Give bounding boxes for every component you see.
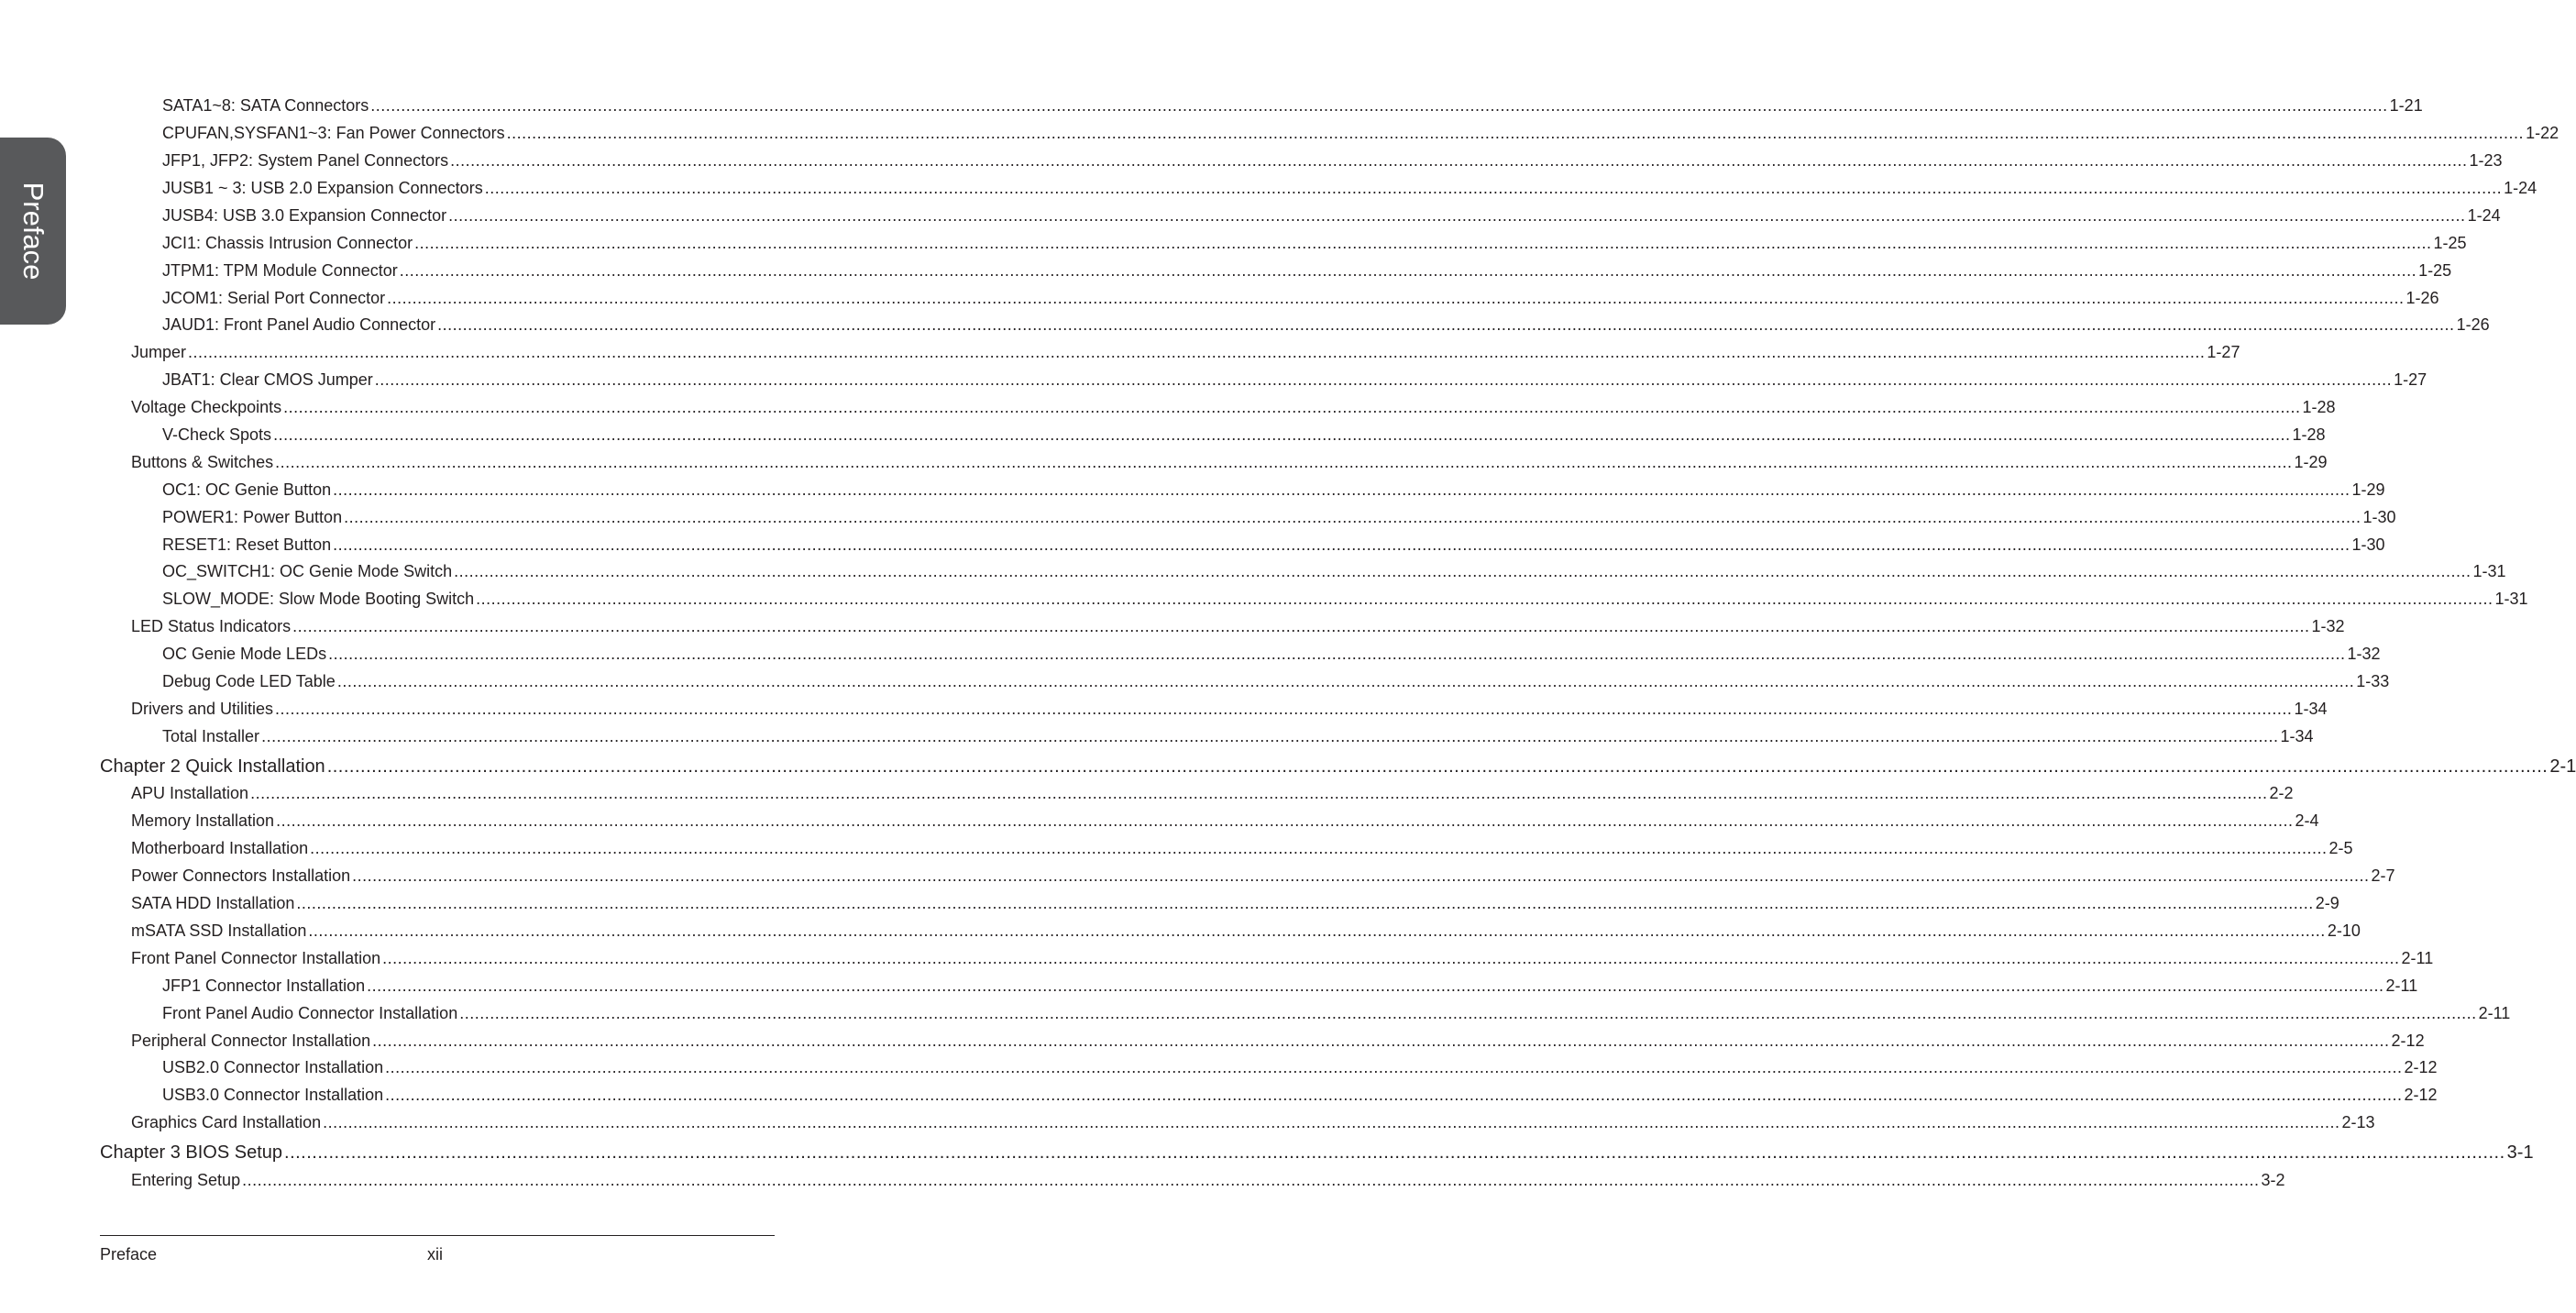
toc-entry-page: 3-2 [2261,1171,2285,1189]
toc-leader-dots: ................................................................................................................................................................................................................................................................................................................................................................................................................ [450,151,2468,170]
toc-entry-title: Memory Installation [131,811,275,830]
toc-entry-page: 1-30 [2351,535,2385,554]
toc-entry-page: 1-25 [2433,234,2467,252]
toc-entry-section [131,948,2434,968]
toc-entry-subsection [162,561,2506,581]
toc-entry-page: 2-11 [2401,949,2434,967]
toc-leader-dots: ................................................................................................................................................................................................................................................................................................................................................................................................................ [506,124,2525,142]
toc-entry-section [131,921,2361,941]
toc-leader-dots: ................................................................................................................................................................................................................................................................................................................................................................................................................ [188,343,2206,361]
toc-leader-dots: ................................................................................................................................................................................................................................................................................................................................................................................................................ [484,179,2503,197]
toc-entry-subsection [162,1057,2438,1077]
toc-entry-title: JCI1: Chassis Intrusion Connector [162,234,413,252]
toc-entry-chapter [100,1141,2534,1164]
toc-entry-section [131,1170,2285,1190]
toc-entry-title: JTPM1: TPM Module Connector [162,261,398,280]
toc-entry-section [131,1031,2425,1051]
toc-entry-title: mSATA SSD Installation [131,921,307,940]
toc-entry-title: APU Installation [131,784,249,802]
toc-leader-dots: ................................................................................................................................................................................................................................................................................................................................................................................................................ [284,1142,2505,1163]
toc-entry-subsection [162,425,2326,445]
toc-entry-subsection [162,976,2418,996]
toc-leader-dots: ................................................................................................................................................................................................................................................................................................................................................................................................................ [308,921,2326,940]
side-tab [0,138,66,325]
toc-entry-title: JUSB4: USB 3.0 Expansion Connector [162,206,447,225]
toc-entry-subsection [162,589,2528,609]
toc-entry-title: SLOW_MODE: Slow Mode Booting Switch [162,590,475,608]
toc-entry-title: Power Connectors Installation [131,866,351,885]
toc-entry-page: 2-12 [2404,1058,2438,1076]
toc-leader-dots: ................................................................................................................................................................................................................................................................................................................................................................................................................ [387,289,2405,307]
toc-entry-subsection [162,178,2537,198]
toc-entry-title: Chapter 2 Quick Installation [100,756,325,777]
toc-entry-title: OC1: OC Genie Button [162,480,332,499]
toc-entry-title: POWER1: Power Button [162,508,343,526]
toc-entry-page: 1-28 [2302,398,2336,416]
toc-entry-title: Chapter 3 BIOS Setup [100,1142,283,1163]
toc-leader-dots: ................................................................................................................................................................................................................................................................................................................................................................................................................ [399,261,2417,280]
toc-leader-dots: ................................................................................................................................................................................................................................................................................................................................................................................................................ [414,234,2432,252]
toc-entry-title: Drivers and Utilities [131,700,274,718]
toc-entry-page: 1-29 [2351,480,2385,499]
toc-entry-title: USB2.0 Connector Installation [162,1058,384,1076]
toc-entry-page: 1-24 [2467,206,2501,225]
toc-leader-dots: ................................................................................................................................................................................................................................................................................................................................................................................................................ [344,508,2361,526]
toc-entry-page: 2-5 [2328,839,2353,857]
toc-leader-dots: ................................................................................................................................................................................................................................................................................................................................................................................................................ [385,1058,2403,1076]
toc-entry-page: 1-33 [2356,672,2390,690]
toc-entry-page: 1-31 [2494,590,2528,608]
toc-entry-subsection [162,260,2452,281]
toc-leader-dots: ................................................................................................................................................................................................................................................................................................................................................................................................................ [374,370,2393,389]
toc-entry-title: Front Panel Connector Installation [131,949,381,967]
toc-entry-title: SATA HDD Installation [131,894,295,912]
toc-leader-dots: ................................................................................................................................................................................................................................................................................................................................................................................................................ [336,672,2355,690]
toc-entry-page: 1-26 [2405,289,2439,307]
toc-entry-page: 2-11 [2385,976,2418,995]
toc-entry-page: 1-34 [2294,700,2328,718]
toc-entry-title: Buttons & Switches [131,453,274,471]
toc-entry-subsection [162,123,2559,143]
toc-entry-title: JCOM1: Serial Port Connector [162,289,386,307]
toc-entry-title: Voltage Checkpoints [131,398,282,416]
toc-entry-title: Motherboard Installation [131,839,309,857]
toc-entry-subsection [162,1085,2438,1105]
toc-entry-subsection [162,535,2385,555]
toc-entry-page: 1-32 [2347,645,2381,663]
toc-entry-title: JUSB1 ~ 3: USB 2.0 Expansion Connectors [162,179,483,197]
toc-leader-dots: ................................................................................................................................................................................................................................................................................................................................................................................................................ [333,480,2350,499]
toc-entry-page: 2-1 [2549,756,2576,777]
toc-leader-dots: ................................................................................................................................................................................................................................................................................................................................................................................................................ [326,756,2548,777]
toc-entry-title: Peripheral Connector Installation [131,1032,371,1050]
toc-entry-page: 1-24 [2504,179,2537,197]
toc-leader-dots: ................................................................................................................................................................................................................................................................................................................................................................................................................ [283,398,2301,416]
toc-leader-dots: ................................................................................................................................................................................................................................................................................................................................................................................................................ [459,1004,2477,1022]
toc-entry-page: 1-22 [2526,124,2559,142]
toc-entry-page: 2-9 [2315,894,2339,912]
toc-leader-dots: ................................................................................................................................................................................................................................................................................................................................................................................................................ [242,1171,2260,1189]
toc-entry-subsection [162,233,2467,253]
toc-entry-title: Front Panel Audio Connector Installation [162,1004,458,1022]
toc-leader-dots: ................................................................................................................................................................................................................................................................................................................................................................................................................ [275,453,2293,471]
toc-entry-title: Jumper [131,343,187,361]
toc-entry-page: 2-4 [2295,811,2319,830]
toc-entry-subsection [162,150,2503,171]
toc-leader-dots: ................................................................................................................................................................................................................................................................................................................................................................................................................ [454,562,2471,580]
toc-leader-dots: ................................................................................................................................................................................................................................................................................................................................................................................................................ [476,590,2493,608]
toc-entry-subsection [162,95,2423,116]
toc-entry-subsection [162,480,2385,500]
toc-leader-dots: ................................................................................................................................................................................................................................................................................................................................................................................................................ [333,535,2350,554]
toc-entry-subsection [162,1003,2511,1023]
toc-entry-page: 1-28 [2292,425,2326,444]
toc-entry-subsection [162,726,2314,746]
toc-entry-page: 1-27 [2207,343,2240,361]
toc-entry-title: JFP1, JFP2: System Panel Connectors [162,151,449,170]
toc-leader-dots: ................................................................................................................................................................................................................................................................................................................................................................................................................ [437,315,2455,334]
toc-entry-section [131,838,2353,858]
toc-entry-page: 1-23 [2469,151,2503,170]
toc-entry-title: USB3.0 Connector Installation [162,1086,384,1104]
toc-entry-section [131,699,2328,719]
toc-entry-section [131,397,2336,417]
toc-leader-dots: ................................................................................................................................................................................................................................................................................................................................................................................................................ [273,425,2291,444]
toc-entry-subsection [162,205,2501,226]
toc-leader-dots: ................................................................................................................................................................................................................................................................................................................................................................................................................ [370,96,2388,115]
toc-entry-page: 1-32 [2311,617,2345,635]
toc-entry-title: Graphics Card Installation [131,1113,322,1131]
toc-entry-section [131,783,2294,803]
toc-leader-dots: ................................................................................................................................................................................................................................................................................................................................................................................................................ [323,1113,2340,1131]
toc-entry-page: 2-10 [2327,921,2361,940]
toc-leader-dots: ................................................................................................................................................................................................................................................................................................................................................................................................................ [261,727,2279,745]
toc-entry-page: 2-12 [2391,1032,2425,1050]
toc-entry-title: OC Genie Mode LEDs [162,645,327,663]
toc-leader-dots: ................................................................................................................................................................................................................................................................................................................................................................................................................ [292,617,2310,635]
toc-leader-dots: ................................................................................................................................................................................................................................................................................................................................................................................................................ [448,206,2466,225]
toc-leader-dots: ................................................................................................................................................................................................................................................................................................................................................................................................................ [250,784,2268,802]
toc-entry-section [131,811,2319,831]
toc-entry-section [131,1112,2375,1132]
toc-entry-subsection [162,288,2439,308]
toc-entry-title: Entering Setup [131,1171,241,1189]
toc-leader-dots: ................................................................................................................................................................................................................................................................................................................................................................................................................ [372,1032,2390,1050]
toc-entry-page: 1-34 [2280,727,2314,745]
toc-entry-subsection [162,644,2381,664]
toc-entry-page: 2-11 [2478,1004,2511,1022]
toc-entry-page: 1-31 [2472,562,2506,580]
toc-leader-dots: ................................................................................................................................................................................................................................................................................................................................................................................................................ [296,894,2314,912]
toc-entry-section [131,616,2345,636]
toc-entry-subsection [162,370,2427,390]
toc-entry-title: RESET1: Reset Button [162,535,332,554]
toc-entry-title: SATA1~8: SATA Connectors [162,96,369,115]
toc-entry-page: 2-7 [2371,866,2395,885]
toc-entry-title: OC_SWITCH1: OC Genie Mode Switch [162,562,453,580]
side-tab-label: Preface [17,182,50,281]
toc-entry-subsection [162,314,2490,335]
toc-leader-dots: ................................................................................................................................................................................................................................................................................................................................................................................................................ [382,949,2400,967]
toc-entry-page: 1-27 [2394,370,2427,389]
toc-entry-page: 1-29 [2294,453,2328,471]
toc-entry-page: 3-1 [2506,1142,2534,1163]
toc-entry-section [131,452,2328,472]
toc-leader-dots: ................................................................................................................................................................................................................................................................................................................................................................................................................ [310,839,2328,857]
toc-entry-page: 2-13 [2341,1113,2375,1131]
toc-leader-dots: ................................................................................................................................................................................................................................................................................................................................................................................................................ [275,700,2293,718]
toc-leader-dots: ................................................................................................................................................................................................................................................................................................................................................................................................................ [385,1086,2403,1104]
toc-entry-chapter [100,755,2576,778]
toc-entry-section [131,893,2339,913]
toc-entry-subsection [162,671,2390,691]
toc-entry-title: V-Check Spots [162,425,272,444]
toc-entry-title: JFP1 Connector Installation [162,976,366,995]
toc-entry-page: 2-12 [2404,1086,2438,1104]
toc-entry-page: 2-2 [2269,784,2294,802]
toc-entry-page: 1-25 [2418,261,2452,280]
toc-entry-title: JBAT1: Clear CMOS Jumper [162,370,373,389]
toc-leader-dots: ................................................................................................................................................................................................................................................................................................................................................................................................................ [328,645,2346,663]
toc-entry-page: 1-30 [2362,508,2396,526]
toc-entry-section [131,866,2395,886]
toc-entry-page: 1-26 [2456,315,2490,334]
toc-entry-subsection [162,507,2396,527]
toc-entry-title: JAUD1: Front Panel Audio Connector [162,315,436,334]
toc-entry-title: LED Status Indicators [131,617,292,635]
footer-divider [100,1235,775,1236]
toc-leader-dots: ................................................................................................................................................................................................................................................................................................................................................................................................................ [276,811,2294,830]
toc-entry-title: Debug Code LED Table [162,672,336,690]
footer-page-number: xii [427,1245,443,1263]
toc-entry-title: Total Installer [162,727,260,745]
footer-section-label: Preface [100,1245,158,1263]
toc-leader-dots: ................................................................................................................................................................................................................................................................................................................................................................................................................ [352,866,2370,885]
toc-leader-dots: ................................................................................................................................................................................................................................................................................................................................................................................................................ [367,976,2384,995]
toc-entry-page: 1-21 [2389,96,2423,115]
toc-entry-title: CPUFAN,SYSFAN1~3: Fan Power Connectors [162,124,505,142]
toc-entry-section [131,342,2240,362]
